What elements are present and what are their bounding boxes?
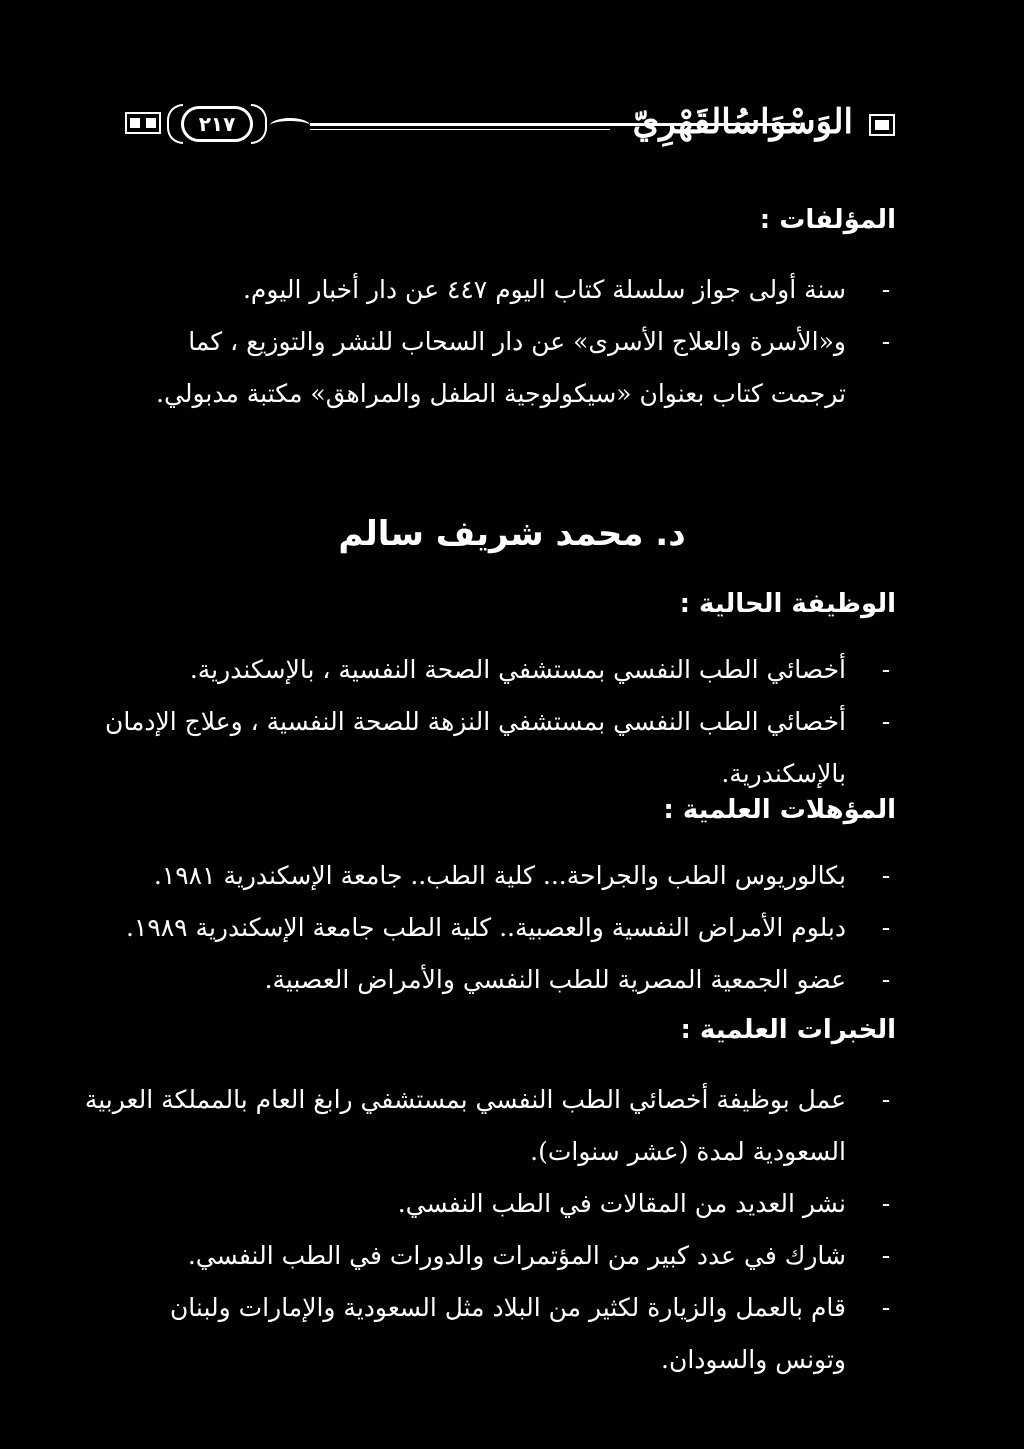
bullet-dash: - bbox=[881, 327, 891, 356]
bullet-dash: - bbox=[881, 275, 891, 304]
list-item: - عضو الجمعية المصرية للطب النفسي والأمراض العصبية. bbox=[126, 954, 896, 1006]
bullet-dash: - bbox=[881, 913, 891, 942]
page-number-frame bbox=[167, 102, 267, 146]
bullet-dash: - bbox=[881, 1189, 891, 1218]
section-heading: المؤلفات : bbox=[759, 205, 896, 235]
header-rule-thin bbox=[310, 129, 610, 130]
swirl-ornament-icon bbox=[270, 118, 310, 133]
list-item: - بكالوريوس الطب والجراحة... كلية الطب.. جامعة الإسكندرية ١٩٨١. bbox=[126, 850, 896, 902]
section-experience bbox=[84, 1012, 896, 1386]
section-heading: المؤهلات العلمية : bbox=[663, 795, 896, 825]
list-item: - نشر العديد من المقالات في الطب النفسي. bbox=[126, 1178, 896, 1230]
section-publications bbox=[126, 202, 896, 420]
list-item: - قام بالعمل والزيارة لكثير من البلاد مثل السعودية والإمارات ولبنان وتونس والسودان. bbox=[126, 1282, 896, 1386]
bullet-dash: - bbox=[881, 1241, 891, 1270]
section-current-job bbox=[105, 586, 896, 800]
page-number: ٢١٧ bbox=[181, 106, 253, 142]
list-item: - أخصائي الطب النفسي بمستشفي الصحة النفسية ، بالإسكندرية. bbox=[126, 644, 896, 696]
bullet-dash: - bbox=[881, 861, 891, 890]
bullet-dash: - bbox=[881, 1085, 891, 1114]
list-item: - أخصائي الطب النفسي بمستشفي النزهة للصحة النفسية ، وعلاج الإدمان بالإسكندرية. bbox=[126, 696, 896, 800]
header-ornament-icon bbox=[125, 112, 161, 134]
bullet-dash: - bbox=[881, 655, 891, 684]
list-item: - عمل بوظيفة أخصائي الطب النفسي بمستشفي رابغ العام بالمملكة العربية السعودية لمدة (عشر سنوات). bbox=[126, 1074, 896, 1178]
running-header bbox=[125, 100, 895, 150]
header-ornament-right-icon bbox=[869, 114, 895, 136]
running-title: الوَسْوَاسُالقَهْرِيّ bbox=[632, 102, 853, 142]
section-heading: الخبرات العلمية : bbox=[680, 1015, 896, 1045]
section-qualifications bbox=[126, 792, 896, 1006]
list-item: - دبلوم الأمراض النفسية والعصبية.. كلية الطب جامعة الإسكندرية ١٩٨٩. bbox=[126, 902, 896, 954]
author-name: د. محمد شريف سالم bbox=[338, 514, 686, 554]
bullet-dash: - bbox=[881, 1293, 891, 1322]
bullet-dash: - bbox=[881, 707, 891, 736]
list-item: - سنة أولى جواز سلسلة كتاب اليوم ٤٤٧ عن دار أخبار اليوم. bbox=[126, 264, 896, 316]
list-item: - و«الأسرة والعلاج الأسرى» عن دار السحاب للنشر والتوزيع ، كما ترجمت كتاب بعنوان «سيكولوجية الطفل والمراهق» مكتبة مدبولي. bbox=[126, 316, 896, 420]
bullet-dash: - bbox=[881, 965, 891, 994]
bracket-right-icon bbox=[251, 104, 267, 144]
section-heading: الوظيفة الحالية : bbox=[679, 589, 896, 619]
list-item: - شارك في عدد كبير من المؤتمرات والدورات في الطب النفسي. bbox=[126, 1230, 896, 1282]
